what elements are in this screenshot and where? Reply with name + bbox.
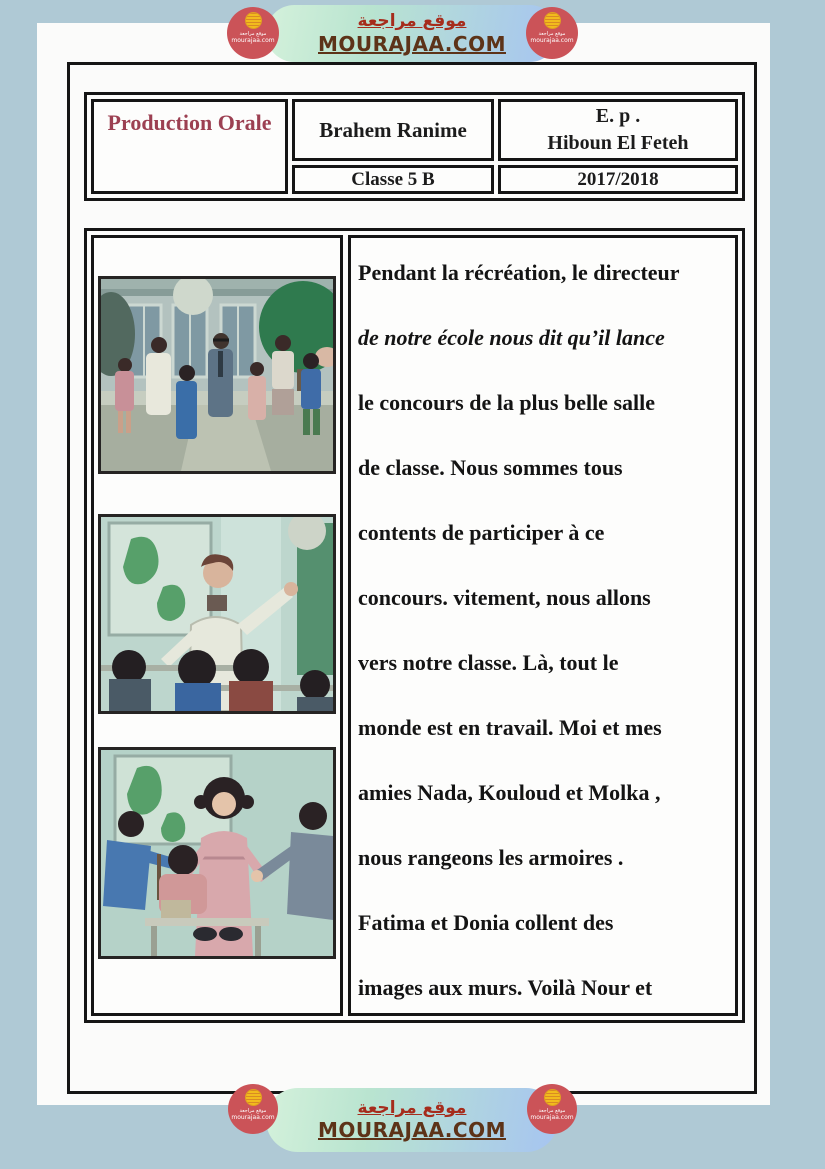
book-icon [544, 12, 561, 29]
pictures-column [91, 235, 343, 1016]
story-line: le concours de la plus belle salle [358, 390, 655, 415]
book-icon [544, 1089, 561, 1106]
logo-site-label: mourajaa.com [231, 1113, 275, 1121]
class-label: Classe 5 B [351, 168, 435, 190]
bottom-banner [266, 1088, 558, 1152]
logo-arabic-label: موقع مراجعة [239, 31, 267, 37]
content-table [84, 228, 745, 1023]
story-line: Fatima et Donia collent des [358, 910, 614, 935]
pupils-tidying-classroom-illustration [98, 747, 336, 959]
logo-arabic-label: موقع مراجعة [538, 1108, 566, 1114]
school-year: 2017/2018 [577, 168, 659, 190]
story-line: monde est en travail. Moi et mes [358, 715, 662, 740]
story-line: concours. vitement, nous allons [358, 585, 651, 610]
teacher-at-board-illustration [98, 514, 336, 714]
story-text-column [348, 235, 738, 1016]
story-line: de notre école nous dit qu’il lance [358, 325, 665, 350]
book-icon [245, 12, 262, 29]
year-cell [498, 165, 738, 194]
bottom-banner-arabic-link[interactable]: موقع مراجعة [357, 1097, 467, 1118]
bottom-banner-site-link[interactable]: MOURAJAA.COM [318, 1118, 506, 1143]
class-cell [292, 165, 494, 194]
book-icon [245, 1089, 262, 1106]
activity-title: Production Orale [107, 110, 272, 135]
mourajaa-logo-top-left [227, 7, 279, 59]
mourajaa-logo-top-right [526, 7, 578, 59]
mourajaa-logo-bottom-right [527, 1084, 577, 1134]
mourajaa-logo-bottom-left [228, 1084, 278, 1134]
school-prefix: E. p . [595, 105, 641, 127]
story-line: images aux murs. Voilà Nour et [358, 975, 653, 1000]
top-banner [266, 5, 558, 62]
logo-site-label: mourajaa.com [530, 1113, 574, 1121]
header-table [84, 92, 745, 201]
story-line: nous rangeons les armoires . [358, 845, 624, 870]
logo-arabic-label: موقع مراجعة [239, 1108, 267, 1114]
top-banner-site-link[interactable]: MOURAJAA.COM [318, 31, 506, 56]
school-cell [498, 99, 738, 161]
student-name: Brahem Ranime [319, 117, 467, 142]
logo-arabic-label: موقع مراجعة [538, 31, 566, 37]
top-banner-arabic-link[interactable]: موقع مراجعة [357, 11, 467, 32]
story-line: contents de participer à ce [358, 520, 605, 545]
story-line: de classe. Nous sommes tous [358, 455, 623, 480]
schoolyard-announcement-illustration [98, 276, 336, 474]
story-line: vers notre classe. Là, tout le [358, 650, 619, 675]
student-name-cell [292, 99, 494, 161]
logo-site-label: mourajaa.com [231, 36, 275, 44]
story-line: Pendant la récréation, le directeur [358, 260, 680, 285]
story-line: amies Nada, Kouloud et Molka , [358, 780, 661, 805]
activity-title-cell [91, 99, 288, 194]
logo-site-label: mourajaa.com [530, 36, 574, 44]
school-name: Hiboun El Feteh [547, 132, 689, 154]
